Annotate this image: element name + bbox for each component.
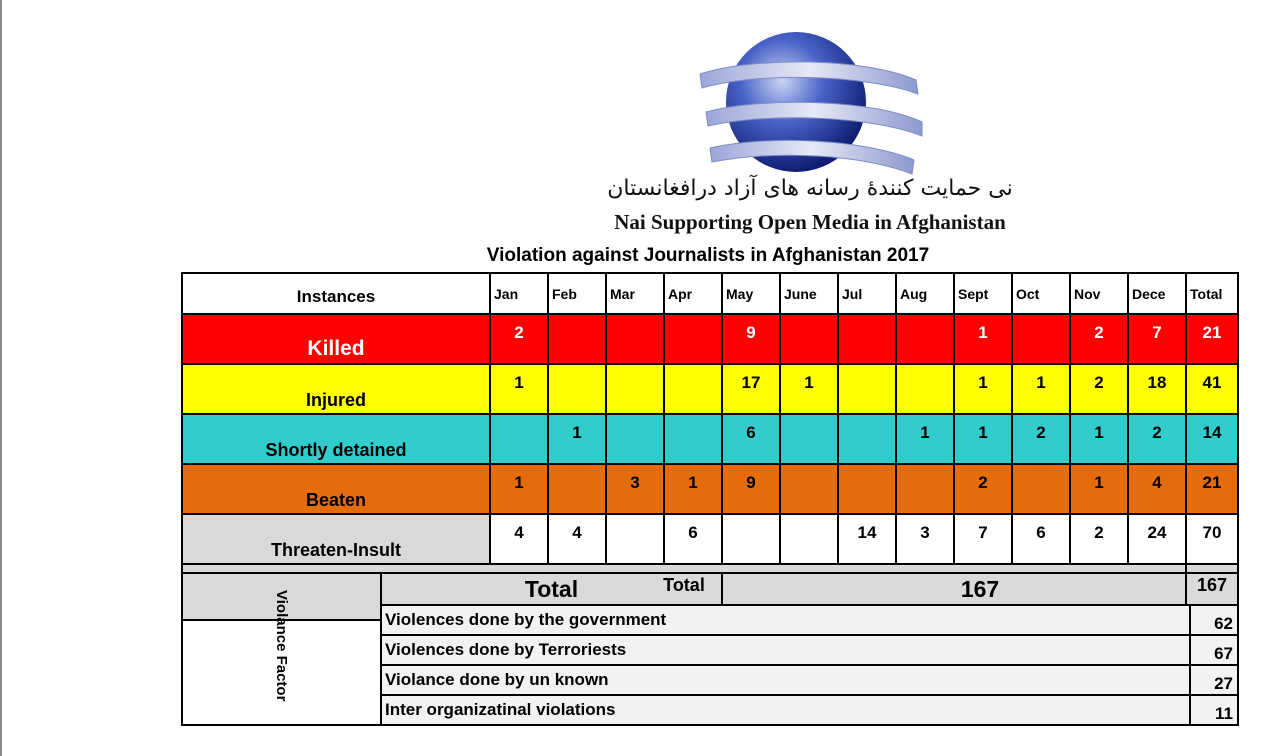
table-cell: [780, 314, 838, 364]
table-cell: 1: [548, 414, 606, 464]
table-cell: 1: [490, 464, 548, 514]
table-cell: 2: [1012, 414, 1070, 464]
row-label: Threaten-Insult: [182, 514, 490, 564]
month-header: Jul: [838, 273, 896, 314]
table-cell: 17: [722, 364, 780, 414]
table-cell: 6: [1012, 514, 1070, 564]
month-header: Feb: [548, 273, 606, 314]
factor-row-label: Inter organizatinal violations: [381, 695, 1190, 725]
factor-row-value: 11: [1190, 695, 1238, 725]
table-cell: 18: [1128, 364, 1186, 414]
factor-side-cell: [182, 573, 381, 725]
table-row-shortly-detained: [182, 414, 1238, 464]
table-cell: [1012, 314, 1070, 364]
table-cell: 2: [1128, 414, 1186, 464]
table-cell: [606, 514, 664, 564]
table-cell: 1: [896, 414, 954, 464]
table-cell: 1: [954, 314, 1012, 364]
table-cell: [1012, 464, 1070, 514]
table-cell: 6: [722, 414, 780, 464]
month-header: Sept: [954, 273, 1012, 314]
table-cell: 9: [722, 464, 780, 514]
table-cell: [606, 414, 664, 464]
table-cell: 1: [954, 364, 1012, 414]
factor-row-value: 62: [1190, 605, 1238, 635]
table-cell: 1: [490, 364, 548, 414]
row-total: 70: [1186, 514, 1238, 564]
table-cell: 3: [606, 464, 664, 514]
table-cell: 1: [780, 364, 838, 414]
table-cell: [490, 414, 548, 464]
month-header: Apr: [664, 273, 722, 314]
table-row-beaten: [182, 464, 1238, 514]
table-cell: [838, 414, 896, 464]
row-label: Injured: [182, 364, 490, 414]
table-cell: [780, 514, 838, 564]
total-header: Total: [1186, 273, 1238, 314]
table-cell: 1: [1070, 414, 1128, 464]
month-header: June: [780, 273, 838, 314]
month-header: Nov: [1070, 273, 1128, 314]
factor-total-value: 167: [722, 573, 1238, 605]
table-cell: 1: [1012, 364, 1070, 414]
report-title: Violation against Journalists in Afghanistan 2017: [486, 245, 930, 266]
table-cell: [548, 464, 606, 514]
table-cell: 6: [664, 514, 722, 564]
globe-logo-icon: [696, 30, 932, 180]
factor-row-value: 27: [1190, 665, 1238, 695]
page-edge: [0, 0, 2, 756]
table-cell: [838, 314, 896, 364]
violance-factor-label: Violance Factor: [273, 590, 290, 702]
row-total: 21: [1186, 314, 1238, 364]
table-row-killed: [182, 314, 1238, 364]
table-cell: 7: [1128, 314, 1186, 364]
table-cell: [548, 314, 606, 364]
table-row-threaten-insult: [182, 514, 1238, 564]
table-cell: [780, 414, 838, 464]
table-cell: 1: [1070, 464, 1128, 514]
table-cell: [838, 464, 896, 514]
factor-row-label: Violance done by un known: [381, 665, 1190, 695]
table-cell: 3: [896, 514, 954, 564]
factor-total-row: [182, 573, 1238, 605]
table-cell: 2: [1070, 514, 1128, 564]
table-cell: 9: [722, 314, 780, 364]
row-total: 14: [1186, 414, 1238, 464]
table-cell: [606, 364, 664, 414]
table-cell: 4: [490, 514, 548, 564]
month-header: Mar: [606, 273, 664, 314]
table-cell: [664, 414, 722, 464]
month-header: Oct: [1012, 273, 1070, 314]
table-cell: 2: [1070, 364, 1128, 414]
month-header: Aug: [896, 273, 954, 314]
table-cell: 1: [664, 464, 722, 514]
table-cell: [780, 464, 838, 514]
table-cell: [838, 364, 896, 414]
table-cell: [722, 514, 780, 564]
factor-row-label: Violences done by the government: [381, 605, 1190, 635]
table-cell: 7: [954, 514, 1012, 564]
factor-row-value: 67: [1190, 635, 1238, 665]
factor-total-label: Total: [381, 573, 722, 605]
month-header: Jan: [490, 273, 548, 314]
table-cell: 24: [1128, 514, 1186, 564]
row-label: Killed: [182, 314, 490, 364]
row-total: 21: [1186, 464, 1238, 514]
table-cell: 2: [490, 314, 548, 364]
table-cell: 4: [548, 514, 606, 564]
table-cell: [896, 464, 954, 514]
table-cell: [606, 314, 664, 364]
month-header: Dece: [1128, 273, 1186, 314]
org-name-persian: نی حمایت کنندهٔ رسانه های آزاد درافغانستان: [607, 176, 1013, 201]
grand-total-label: Total: [182, 564, 1186, 620]
factor-row-label: Violences done by Terroriests: [381, 635, 1190, 665]
row-label: Shortly detained: [182, 414, 490, 464]
row-label: Beaten: [182, 464, 490, 514]
table-cell: [548, 364, 606, 414]
table-cell: 2: [1070, 314, 1128, 364]
table-cell: 2: [954, 464, 1012, 514]
table-cell: 14: [838, 514, 896, 564]
table-header-row: [182, 273, 1238, 314]
table-cell: 4: [1128, 464, 1186, 514]
table-cell: 1: [954, 414, 1012, 464]
row-total: 41: [1186, 364, 1238, 414]
violations-table: [181, 272, 1239, 621]
table-row-injured: [182, 364, 1238, 414]
violence-factor-table: [181, 572, 1239, 726]
table-cell: [896, 364, 954, 414]
month-header: May: [722, 273, 780, 314]
table-cell: [664, 364, 722, 414]
table-cell: [664, 314, 722, 364]
grand-total-value: 167: [1186, 564, 1238, 620]
org-name-english: Nai Supporting Open Media in Afghanistan: [614, 210, 1006, 234]
table-cell: [896, 314, 954, 364]
instances-header: Instances: [182, 273, 490, 314]
